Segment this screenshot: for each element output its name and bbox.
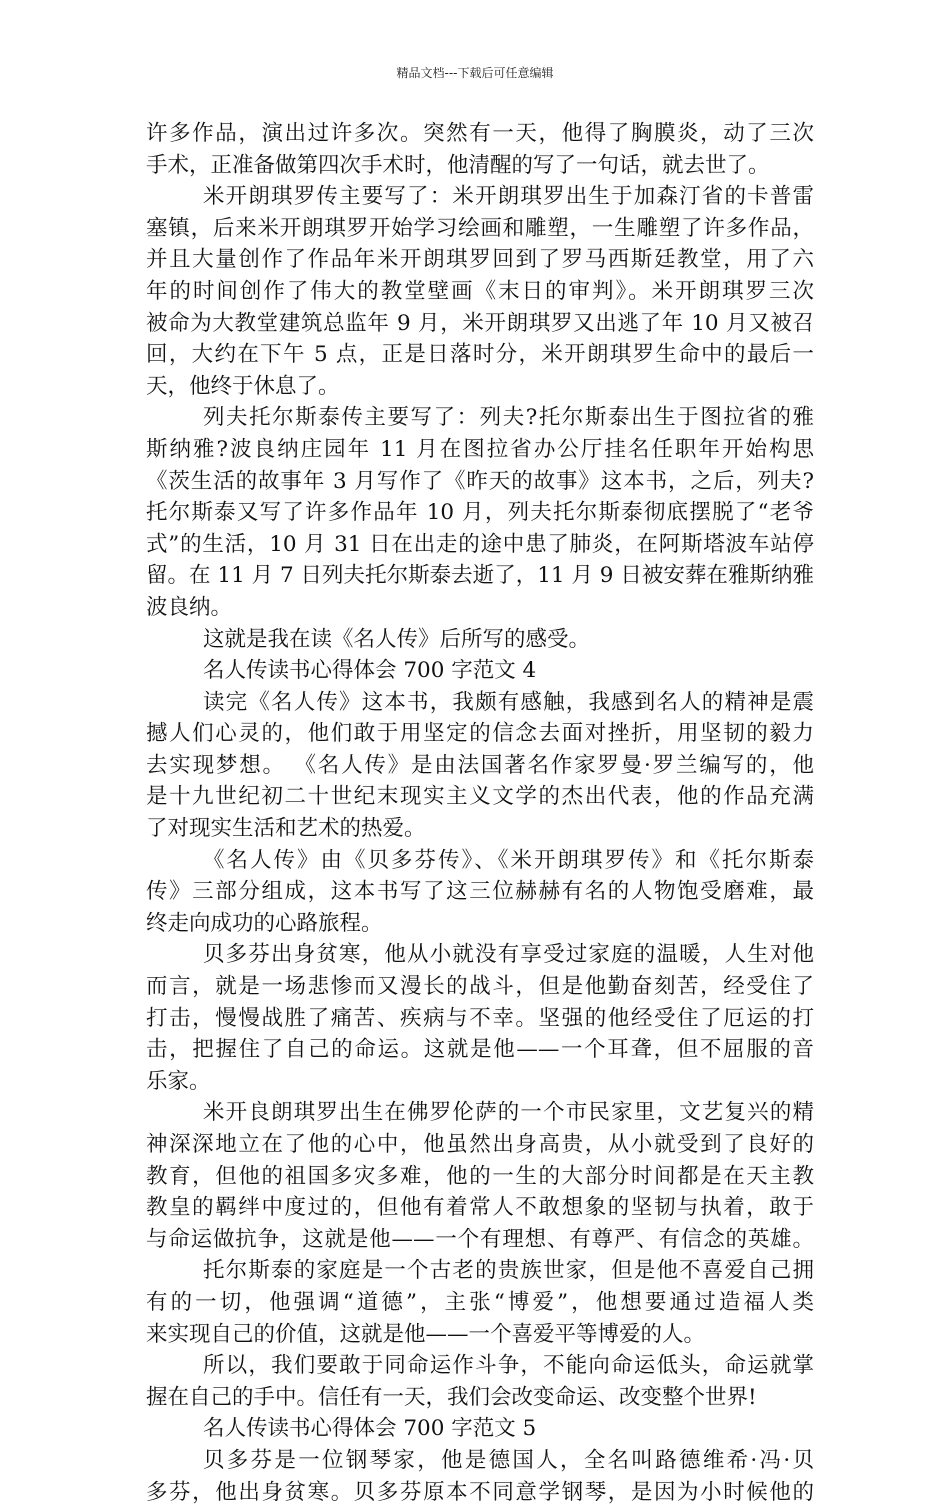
text-line: 手术，正准备做第四次手术时，他清醒的写了一句话，就去世了。 — [146, 152, 770, 178]
text-line: 米开良朗琪罗出生在佛罗伦萨的一个市民家里，文艺复兴的精 — [203, 1100, 814, 1126]
text-line: 波良纳。 — [146, 594, 233, 620]
text-line: 乐家。 — [146, 1068, 211, 1094]
text-line: 了对现实生活和艺术的热爱。 — [146, 816, 426, 842]
text-line: 塞镇，后来米开朗琪罗开始学习绘画和雕塑，一生雕塑了许多作品， — [146, 215, 814, 241]
text-line: 多芬，他出身贫寒。贝多芬原本不同意学钢琴，是因为小时候他的 — [146, 1479, 814, 1505]
text-line: 贝多芬是一位钢琴家，他是德国人，全名叫路德维希·冯·贝 — [203, 1447, 814, 1473]
text-line: 教育，但他的祖国多灾多难，他的一生的大部分时间都是在天主教 — [146, 1163, 814, 1189]
text-line: 是十九世纪初二十世纪末现实主义文学的杰出代表，他的作品充满 — [146, 784, 814, 810]
document-body — [146, 118, 814, 1508]
text-line: 许多作品，演出过许多次。突然有一天，他得了胸膜炎，动了三次 — [146, 121, 814, 146]
text-line: 并且大量创作了作品年米开朗琪罗回到了罗马西斯廷教堂，用了六 — [146, 247, 814, 273]
text-line: 斯纳雅?波良纳庄园年 11 月在图拉省办公厅挂名任职年开始构思 — [146, 436, 814, 462]
text-line: 托尔斯泰的家庭是一个古老的贵族世家，但是他不喜爱自己拥 — [203, 1258, 814, 1284]
text-line: 托尔斯泰又写了许多作品年 10 月，列夫托尔斯泰彻底摆脱了“老爷 — [146, 500, 814, 526]
text-line: 神深深地立在了他的心中，他虽然出身高贵，从小就受到了良好的 — [146, 1132, 814, 1157]
text-line: 与命运做抗争，这就是他——一个有理想、有尊严、有信念的英雄。 — [146, 1226, 814, 1252]
text-line: 式”的生活，10 月 31 日在出走的途中患了肺炎，在阿斯塔波车站停 — [146, 531, 814, 557]
text-line: 教皇的羁绊中度过的，但他有着常人不敢想象的坚韧与执着，敢于 — [146, 1195, 814, 1221]
text-line: 所以，我们要敢于同命运作斗争，不能向命运低头，命运就掌 — [203, 1353, 814, 1379]
text-line: 名人传读书心得体会 700 字范文 5 — [203, 1416, 537, 1442]
text-line: 被命为大教堂建筑总监年 9 月，米开朗琪罗又出逃了年 10 月又被召 — [146, 310, 814, 336]
text-line: 有的一切，他强调“道德”，主张“博爱”，他想要通过造福人类 — [146, 1289, 814, 1315]
text-line: 回，大约在下午 5 点，正是日落时分，米开朗琪罗生命中的最后一 — [146, 342, 814, 368]
page-header: 精品文档---下载后可任意编辑 — [396, 66, 554, 80]
text-line: 打击，慢慢战胜了痛苦、疾病与不幸。坚强的他经受住了厄运的打 — [146, 1005, 814, 1031]
text-line: 列夫托尔斯泰传主要写了：列夫?托尔斯泰出生于图拉省的雅 — [203, 405, 814, 431]
text-line: 握在自己的手中。信任有一天，我们会改变命运、改变整个世界! — [146, 1384, 757, 1410]
text-line: 留。在 11 月 7 日列夫托尔斯泰去逝了，11 月 9 日被安葬在雅斯纳雅 — [146, 563, 814, 589]
text-line: 《茨生活的故事年 3 月写作了《昨天的故事》这本书，之后，列夫? — [146, 468, 814, 494]
text-line: 名人传读书心得体会 700 字范文 4 — [203, 658, 537, 684]
text-line: 撼人们心灵的，他们敢于用坚定的信念去面对挫折，用坚韧的毅力 — [146, 721, 814, 747]
text-line: 传》三部分组成，这本书写了这三位赫赫有名的人物饱受磨难，最 — [146, 879, 814, 905]
text-line: 《名人传》由《贝多芬传》、《米开朗琪罗传》和《托尔斯泰 — [203, 847, 814, 873]
text-line: 而言，就是一场悲惨而又漫长的战斗，但是他勤奋刻苦，经受住了 — [146, 974, 814, 1000]
text-line: 这就是我在读《名人传》后所写的感受。 — [203, 626, 591, 652]
text-line: 年的时间创作了伟大的教堂壁画《末日的审判》。米开朗琪罗三次 — [146, 278, 814, 304]
text-line: 贝多芬出身贫寒，他从小就没有享受过家庭的温暖，人生对他 — [203, 942, 814, 968]
text-line: 去实现梦想。 《名人传》是由法国著名作家罗曼·罗兰编写的，他 — [146, 752, 814, 778]
text-line: 击，把握住了自己的命运。这就是他——一个耳聋，但不屈服的音 — [146, 1037, 814, 1063]
text-line: 终走向成功的心路旅程。 — [146, 910, 383, 936]
text-line: 来实现自己的价值，这就是他——一个喜爱平等博爱的人。 — [146, 1321, 706, 1347]
text-line: 米开朗琪罗传主要写了：米开朗琪罗出生于加森汀省的卡普雷 — [203, 184, 814, 210]
text-line: 天，他终于休息了。 — [146, 373, 340, 399]
text-line: 读完《名人传》这本书，我颇有感触，我感到名人的精神是震 — [203, 689, 814, 715]
